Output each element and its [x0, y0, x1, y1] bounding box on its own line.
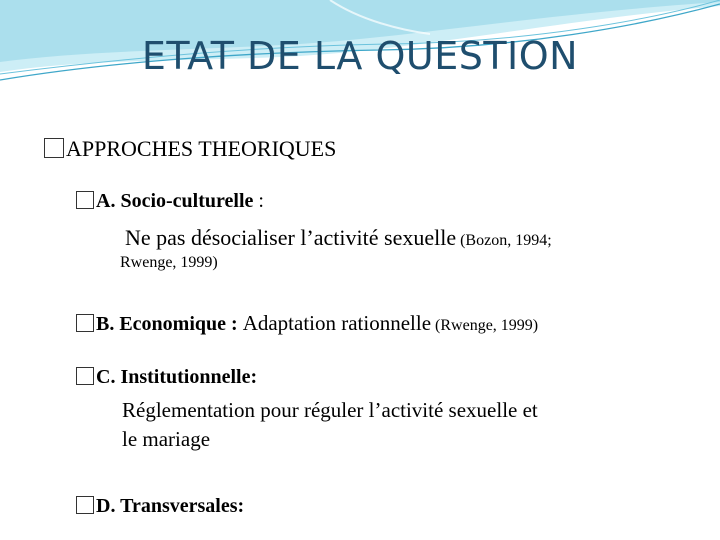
item-a-body	[125, 225, 552, 251]
item-a-citation-cont: Rwenge, 1999)	[120, 254, 218, 271]
item-a-text: Ne pas désocialiser l’activité sexuelle	[125, 225, 457, 250]
item-a	[76, 190, 264, 213]
item-c	[76, 366, 257, 389]
checkbox-bullet-icon	[76, 367, 94, 385]
item-a-citation: (Bozon, 1994;	[456, 232, 552, 249]
item-c-label: C. Institutionnelle:	[96, 366, 258, 388]
item-a-label: A. Socio-culturelle	[96, 190, 254, 212]
item-b-text: Adaptation rationnelle	[242, 311, 432, 335]
checkbox-bullet-icon	[76, 191, 94, 209]
item-a-suffix: :	[253, 190, 264, 212]
checkbox-bullet-icon	[44, 138, 64, 158]
heading-approches	[44, 136, 336, 162]
heading-text: APPROCHES THEORIQUES	[66, 136, 337, 161]
item-c-text-line2: le mariage	[122, 427, 211, 451]
checkbox-bullet-icon	[76, 496, 94, 514]
item-b-citation: (Rwenge, 1999)	[431, 317, 539, 334]
item-b-label: B. Economique :	[96, 313, 243, 335]
item-d	[76, 495, 244, 518]
item-b	[76, 311, 538, 336]
item-c-text-line1: Réglementation pour réguler l’activité sexuelle et	[122, 398, 538, 422]
checkbox-bullet-icon	[76, 314, 94, 332]
item-d-label: D. Transversales:	[96, 495, 245, 517]
slide-title: ETAT DE LA QUESTION	[141, 34, 579, 78]
